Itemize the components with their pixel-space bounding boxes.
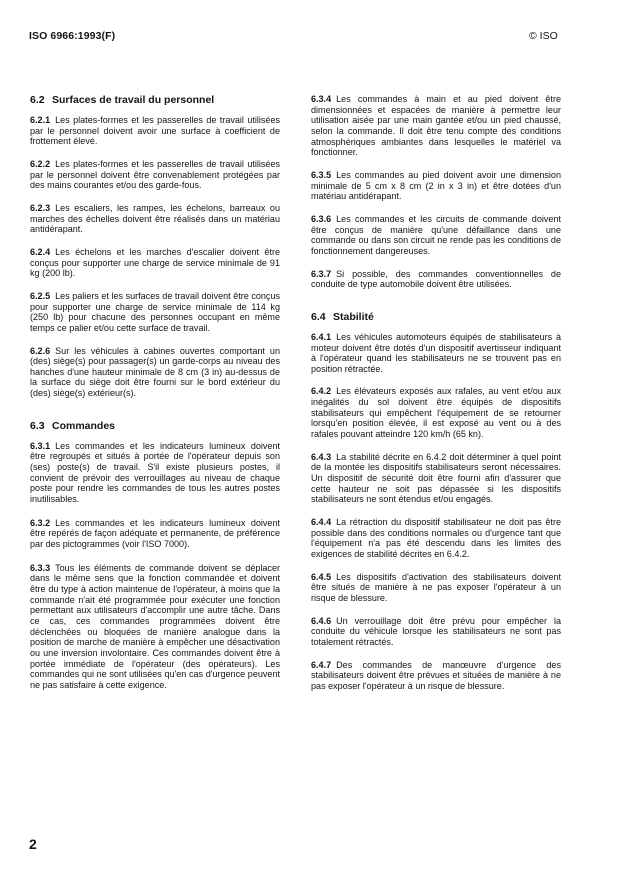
section-heading-6-3: 6.3 Commandes — [30, 419, 116, 432]
paragraph-6-3-1: 6.3.1 Les commandes et les indicateurs lumineux doivent être regroupés et situés à portée de l'opérateur depuis son (ses) poste(s) de travail. S'il existe plusieurs postes, il convient de prévoir des verrouillages au niveau de chaque poste pour rendre les commandes de tous les autres postes inutilisables. — [30, 440, 280, 505]
paragraph-6-2-2: 6.2.2 Les plates-formes et les passerelles de travail utilisées par le personnel doivent être convenablement protégées par des mains courantes et/ou des garde-fous. — [30, 158, 280, 191]
section-heading-6-4: 6.4 Stabilité — [311, 310, 374, 323]
paragraph-6-2-3: 6.2.3 Les escaliers, les rampes, les échelons, barreaux ou marches des échelles doivent être réalisés dans un matériau antidérapant. — [30, 202, 280, 235]
paragraph-6-2-1: 6.2.1 Les plates-formes et les passerelles de travail utilisées par le personnel doivent avoir une surface à coefficient de frottement élevé. — [30, 115, 280, 147]
paragraph-6-3-5: 6.3.5 Les commandes au pied doivent avoir une dimension minimale de 5 cm x 8 cm (2 in x 3 in) et être dotées d'un matériau antidérapant. — [311, 169, 561, 202]
paragraph-6-4-4: 6.4.4 La rétraction du dispositif stabilisateur ne doit pas être possible dans des conditions normales ou d'urgence tant que l'équipement n'a pas été descendu dans les limites des exigences de stabilité décrites en 6.4.2. — [311, 517, 561, 559]
paragraph-6-4-3: 6.4.3 La stabilité décrite en 6.4.2 doit déterminer à quel point de la montée les dispositifs stabilisateurs seront nécessaires. Un dispositif de sécurité doit être fourni afin d'assurer que cette hauteur ne soit pas dépassée si les dispositifs stabilisateurs ne sont étendus et/ou engagés. — [311, 451, 561, 505]
document-standard-number: ISO 6966:1993(F) — [29, 30, 116, 42]
copyright-notice: © ISO — [529, 30, 558, 42]
left-column — [30, 94, 280, 691]
paragraph-6-3-3: 6.3.3 Tous les éléments de commande doivent se déplacer dans le même sens que la fonction commandée et doivent être du type à action maintenue de l'opérateur, à moins que la commande n'ait été programmée pour exécuter une fonction permettant aux utilisateurs d'accomplir une autre tâche. Dans ce cas, ces commandes programmées doivent être déclenchées ou bloquées de manière analogue dans la position de marche de manière à empêcher une désactivation ou une inversion involontaire. Ces commandes doivent être à portée immédiate de l'opérateur (des opérateurs). Les commandes qui ne sont utilisées qu'en cas d'urgence peuvent ne pas satisfaire à cette exigence. — [30, 562, 280, 690]
paragraph-6-4-2: 6.4.2 Les élévateurs exposés aux rafales, au vent et/ou aux inégalités du sol doivent être équipés de dispositifs stabilisateurs qui empêchent l'équipement de se retourner lorsqu'en position élevée, il est exposé au vent ou à des rafales pouvant atteindre 120 km/h (65 kn). — [311, 386, 561, 440]
paragraph-6-4-7: 6.4.7 Des commandes de manœuvre d'urgence des stabilisateurs doivent être prévues et situées de manière à ne pas exposer l'opérateur à un risque de blessure. — [311, 659, 561, 691]
paragraph-6-2-6: 6.2.6 Sur les véhicules à cabines ouvertes comportant un (des) siège(s) pour passager(s) un garde-corps au niveau des hanches d'une hauteur minimale de 8 cm (3 in) au-dessus de la surface du siège doit être fourni sur le bord extérieur du (des) siège(s) extérieur(s). — [30, 345, 280, 399]
paragraph-6-2-5: 6.2.5 Les paliers et les surfaces de travail doivent être conçus pour supporter une charge de service minimale de 114 kg (250 lb) pour chacune des personnes occupant en même temps ce palier et/ou cette surface de travail. — [30, 290, 280, 333]
page-number: 2 — [29, 836, 37, 852]
paragraph-6-4-6: 6.4.6 Un verrouillage doit être prévu pour empêcher la conduite du véhicule lorsque les stabilisateurs ne sont pas totalement rétractés. — [311, 615, 561, 647]
right-column — [311, 94, 561, 692]
paragraph-6-3-6: 6.3.6 Les commandes et les circuits de commande doivent être conçus de manière qu'une défaillance dans une commande ou dans son circuit ne rende pas les conditions de fonctionnement dangereuses. — [311, 213, 561, 256]
paragraph-6-3-7: 6.3.7 Si possible, des commandes conventionnelles de conduite de type automobile doivent être utilisées. — [311, 268, 561, 290]
paragraph-6-3-4: 6.3.4 Les commandes à main et au pied doivent être dimensionnées et espacées de manière à permettre leur utilisation aisée par une main gantée et/ou un pied chaussé, selon la commande. Il doit être tenu compte des conditions atmosphériques ambiantes dans lesquelles le matériel va fonctionner. — [311, 94, 561, 158]
paragraph-6-4-1: 6.4.1 Les véhicules automoteurs équipés de stabilisateurs à moteur doivent être dotés d'un dispositif avertisseur indiquant à l'opérateur quand les stabilisateurs ne se trouvent pas en position rétractée. — [311, 331, 561, 374]
paragraph-6-3-2: 6.3.2 Les commandes et les indicateurs lumineux doivent être repérés de façon adéquate et permanente, de préférence par des pictogrammes (voir l'ISO 7000). — [30, 517, 280, 550]
paragraph-6-2-4: 6.2.4 Les échelons et les marches d'escalier doivent être conçus pour supporter une charge de service minimale de 91 kg (200 lb). — [30, 246, 280, 279]
section-heading-6-2: 6.2 Surfaces de travail du personnel — [30, 94, 215, 106]
paragraph-6-4-5: 6.4.5 Les dispositifs d'activation des stabilisateurs doivent être situés de manière à ne pas exposer l'opérateur à un risque de blessure. — [311, 571, 561, 603]
